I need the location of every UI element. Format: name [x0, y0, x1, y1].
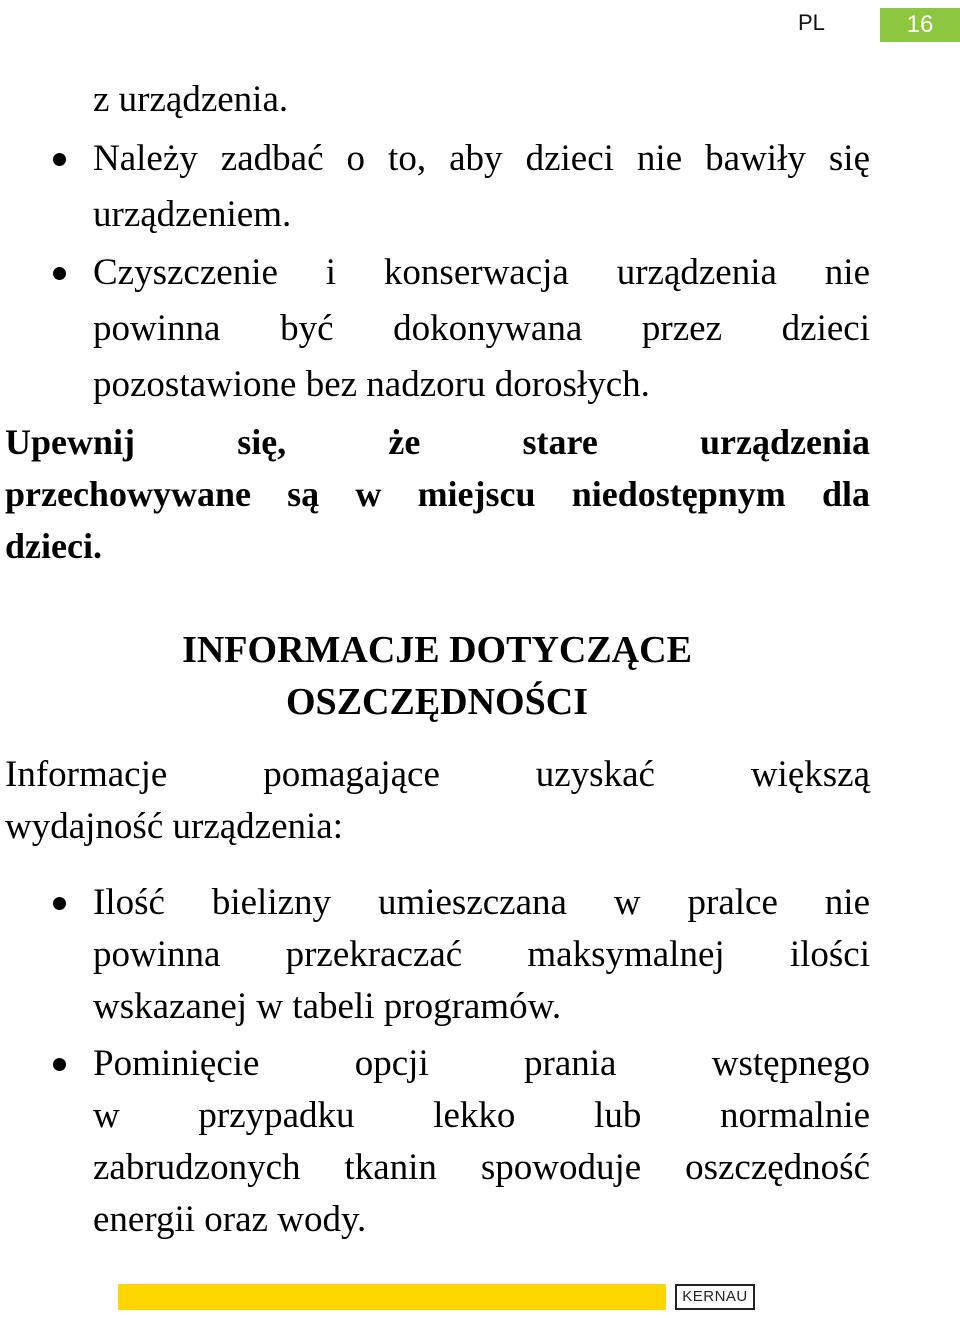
bullet-4-line-1: Pominięcie opcji prania wstępnego — [93, 1043, 870, 1084]
section-title-line-1: INFORMACJE DOTYCZĄCE — [182, 629, 692, 671]
continued-text: z urządzenia. — [93, 79, 289, 120]
bullet-4-line-3: zabrudzonych tkanin spowoduje oszczędność — [93, 1147, 870, 1188]
footer-bar — [118, 1284, 666, 1310]
bullet-3-line-1: Ilość bielizny umieszczana w pralce nie — [93, 882, 870, 923]
bullet-icon — [53, 267, 66, 280]
intro-line-1: Informacje pomagające uzyskać większą — [5, 754, 870, 795]
bullet-4-line-4: energii oraz wody. — [93, 1199, 367, 1240]
warning-line-1: Upewnij się, że stare urządzenia — [5, 422, 870, 462]
bullet-1-line-1: Należy zadbać o to, aby dzieci nie bawiły się — [93, 138, 870, 179]
bullet-icon — [53, 897, 66, 910]
bullet-2-line-3: pozostawione bez nadzoru dorosłych. — [93, 364, 650, 405]
bullet-2-line-1: Czyszczenie i konserwacja urządzenia nie — [93, 252, 870, 293]
bullet-3-line-3: wskazanej w tabeli programów. — [93, 986, 562, 1027]
bullet-4-line-2: w przypadku lekko lub normalnie — [93, 1095, 870, 1136]
intro-line-2: wydajność urządzenia: — [5, 806, 343, 847]
brand-logo: KERNAU — [675, 1284, 755, 1310]
bullet-icon — [53, 1058, 66, 1071]
language-label: PL — [798, 10, 825, 35]
section-title-line-2: OSZCZĘDNOŚCI — [286, 681, 588, 723]
warning-line-3: dzieci. — [5, 526, 102, 566]
warning-line-2: przechowywane są w miejscu niedostępnym dla — [5, 474, 870, 514]
bullet-2-line-2: powinna być dokonywana przez dzieci — [93, 308, 870, 349]
bullet-icon — [53, 153, 66, 166]
bullet-3-line-2: powinna przekraczać maksymalnej ilości — [93, 934, 870, 975]
bullet-1-line-2: urządzeniem. — [93, 194, 292, 235]
page-number-badge: 16 — [880, 8, 960, 42]
